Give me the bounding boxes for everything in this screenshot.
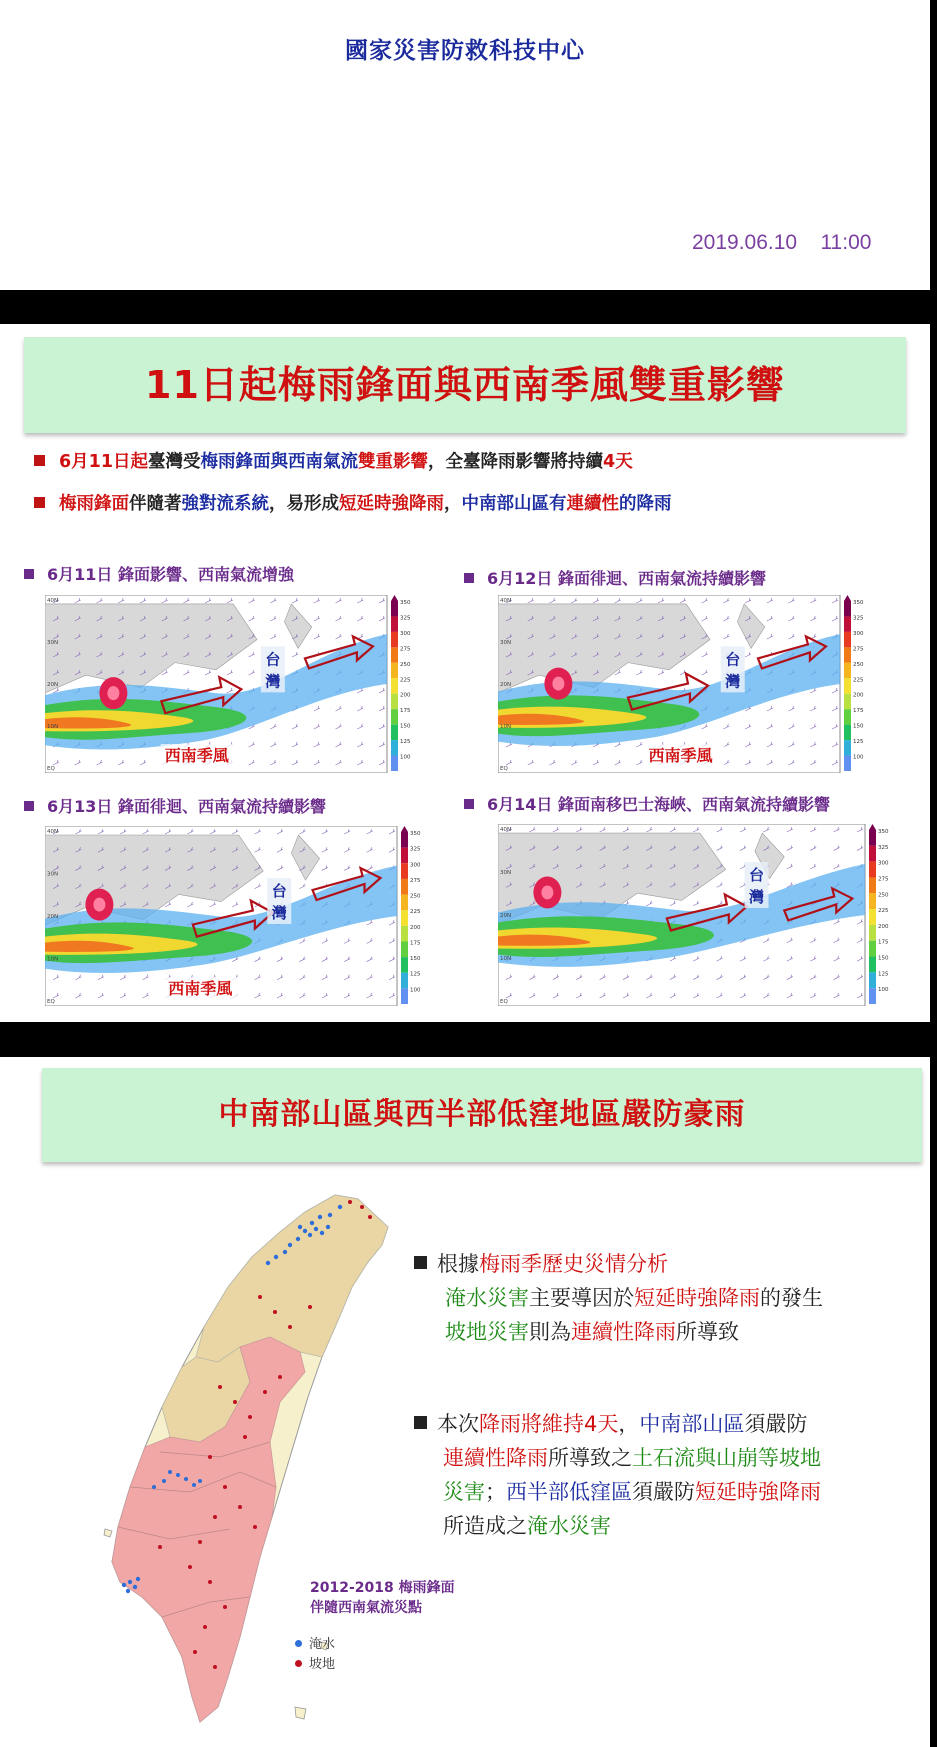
text-segment: ， [444, 494, 462, 514]
text-segment: 坡地災害 [445, 1320, 529, 1344]
text-segment: ，全臺降雨影響將持續 [428, 452, 604, 472]
colorbar-label: 275 [853, 646, 864, 653]
monsoon-label: 西南季風 [168, 979, 233, 998]
colorbar-label: 175 [410, 940, 421, 947]
text-segment: 根據 [437, 1252, 479, 1276]
bullet-square-icon [24, 569, 34, 579]
text-segment: 所導致 [676, 1320, 739, 1344]
latitude-label: 40N [500, 598, 512, 604]
taiwan-label: 台 [271, 882, 287, 900]
colorbar-label: 225 [878, 908, 889, 915]
title-slide [0, 0, 930, 290]
colorbar-label: 250 [400, 661, 411, 668]
colorbar-label: 250 [410, 893, 421, 900]
colorbar-label: 100 [853, 754, 864, 761]
bullet-square-icon [464, 799, 474, 809]
text-segment: 6月11日起 [59, 452, 149, 472]
legend-slope: 坡地 [295, 1653, 335, 1672]
warning-slide [0, 1057, 930, 1747]
latitude-label: 10N [500, 724, 512, 730]
colorbar-label: 325 [878, 844, 889, 851]
text-segment: ； [485, 1480, 506, 1504]
text-segment: 連續性 [566, 494, 619, 514]
colorbar-label: 125 [853, 739, 864, 746]
text-segment: 主要導因於 [529, 1286, 634, 1310]
latitude-label: EQ [500, 999, 508, 1005]
text-segment: 連續性降雨 [571, 1320, 676, 1344]
colorbar-label: 100 [410, 987, 421, 994]
monsoon-label: 西南季風 [648, 746, 713, 765]
text-segment: 降雨將維持4天 [479, 1412, 619, 1436]
taiwan-label: 台 [749, 866, 765, 885]
bullet-square-icon [414, 1256, 427, 1269]
latitude-label: EQ [500, 766, 508, 772]
colorbar-label: 350 [853, 600, 864, 606]
text-segment: 本次 [437, 1412, 479, 1436]
colorbar-label: 275 [400, 646, 411, 653]
latitude-label: 10N [47, 724, 59, 730]
colorbar-label: 100 [400, 754, 411, 761]
colorbar-label: 300 [410, 862, 421, 869]
colorbar-label: 200 [400, 692, 411, 699]
colorbar-label: 150 [878, 955, 889, 962]
colorbar-label: 300 [400, 630, 411, 637]
bullet-square-icon [414, 1416, 427, 1429]
colorbar-label: 225 [400, 677, 411, 684]
text-segment: 4天 [603, 452, 633, 472]
organization-title: 國家災害防救科技中心 [345, 38, 585, 64]
latitude-label: 20N [500, 913, 512, 919]
slope-dot-icon [295, 1660, 302, 1667]
weather-map-jun14 [498, 824, 893, 1006]
latitude-label: EQ [47, 999, 55, 1005]
text-segment: 的降雨 [619, 494, 672, 514]
colorbar-label: 350 [878, 829, 889, 835]
taiwan-disaster-map [100, 1187, 410, 1732]
latitude-label: 10N [47, 956, 59, 963]
text-segment: ，易形成 [269, 494, 339, 514]
text-segment: 雙重影響 [358, 452, 429, 472]
taiwan-label: 灣 [749, 888, 765, 907]
text-segment: 災害 [443, 1480, 485, 1504]
colorbar-label: 325 [853, 615, 864, 622]
forecast-slide [0, 324, 930, 1022]
text-segment: 中南部山區有 [461, 494, 567, 514]
text-segment: 臺灣受 [148, 452, 201, 472]
forecast-bullet-1 [34, 448, 633, 473]
colorbar-label: 275 [878, 876, 889, 883]
colorbar-label: 150 [853, 723, 864, 730]
bullet-square-icon [34, 497, 45, 508]
latitude-label: EQ [47, 766, 55, 772]
text-segment: 短延時強降雨 [695, 1480, 821, 1504]
report-datetime: 2019.06.10 11:00 [692, 231, 872, 254]
panel-caption-jun12: 6月12日 鋒面徘迴、西南氣流持續影響 [464, 566, 766, 589]
colorbar-label: 125 [410, 971, 421, 978]
text-segment: 所導致之 [548, 1446, 632, 1470]
taiwan-label: 台 [725, 650, 741, 669]
latitude-label: 30N [47, 871, 59, 878]
panel-caption-jun11: 6月11日 鋒面影響、西南氣流增強 [24, 562, 294, 585]
text-segment: 西半部低窪區 [506, 1480, 632, 1504]
weather-map-jun13 [45, 826, 425, 1006]
colorbar-label: 300 [878, 860, 889, 867]
colorbar-label: 350 [410, 831, 421, 837]
taiwan-label: 台 [265, 650, 281, 669]
bullet-square-icon [464, 573, 474, 583]
text-segment: 伴隨著 [129, 494, 182, 514]
colorbar-label: 325 [400, 615, 411, 622]
colorbar-label: 100 [878, 987, 889, 994]
latitude-label: 40N [47, 829, 59, 835]
text-segment: 短延時強降雨 [634, 1286, 760, 1310]
colorbar-label: 200 [878, 923, 889, 930]
map-legend-title: 2012-2018 梅雨鋒面 伴隨西南氣流災點 [310, 1580, 455, 1616]
colorbar-label: 250 [853, 661, 864, 668]
legend-flood: 淹水 [295, 1633, 335, 1652]
text-segment: 短延時強降雨 [339, 494, 444, 514]
history-analysis-text [414, 1247, 823, 1349]
text-segment: 連續性降雨 [443, 1446, 548, 1470]
flood-dot-icon [295, 1640, 302, 1647]
text-segment: 的發生 [760, 1286, 823, 1310]
forecast-bullet-2 [34, 490, 672, 515]
colorbar-label: 275 [410, 877, 421, 884]
colorbar-label: 125 [400, 739, 411, 746]
text-segment: 梅雨鋒面 [59, 494, 129, 514]
colorbar-label: 150 [400, 723, 411, 730]
colorbar-label: 175 [878, 939, 889, 946]
colorbar-label: 175 [853, 708, 864, 715]
monsoon-label: 西南季風 [164, 746, 229, 765]
weather-map-jun12 [498, 595, 868, 773]
colorbar-label: 225 [853, 677, 864, 684]
taiwan-label: 灣 [725, 672, 741, 691]
colorbar-label: 225 [410, 909, 421, 916]
colorbar-label: 150 [410, 956, 421, 963]
forecast-heading: 11日起梅雨鋒面與西南季風雙重影響 [24, 337, 906, 433]
text-segment: 梅雨鋒面與西南氣流 [200, 452, 359, 472]
bullet-square-icon [34, 455, 45, 466]
panel-caption-jun14: 6月14日 鋒面南移巴士海峽、西南氣流持續影響 [464, 792, 830, 815]
colorbar-label: 175 [400, 708, 411, 715]
text-segment: 淹水災害 [445, 1286, 529, 1310]
colorbar-label: 200 [853, 692, 864, 699]
bullet-square-icon [24, 801, 34, 811]
colorbar-label: 300 [853, 630, 864, 637]
latitude-label: 30N [500, 870, 512, 876]
warning-heading: 中南部山區與西半部低窪地區嚴防豪雨 [42, 1068, 922, 1162]
latitude-label: 40N [500, 827, 512, 833]
text-segment: 土石流與山崩等坡地 [632, 1446, 821, 1470]
text-segment: ， [618, 1412, 640, 1436]
text-segment: 中南部山區 [639, 1412, 745, 1436]
current-warning-text [414, 1407, 821, 1543]
text-segment: 則為 [529, 1320, 571, 1344]
text-segment: 須嚴防 [744, 1412, 808, 1436]
colorbar-label: 250 [878, 892, 889, 899]
text-segment: 須嚴防 [632, 1480, 695, 1504]
colorbar-label: 325 [410, 846, 421, 853]
text-segment: 強對流系統 [181, 494, 269, 514]
weather-map-jun11 [45, 595, 415, 773]
text-segment: 梅雨季歷史災情分析 [479, 1252, 668, 1276]
latitude-label: 20N [47, 914, 59, 920]
latitude-label: 30N [47, 640, 59, 646]
latitude-label: 10N [500, 956, 512, 962]
taiwan-label: 灣 [265, 672, 281, 691]
latitude-label: 30N [500, 640, 512, 646]
panel-caption-jun13: 6月13日 鋒面徘迴、西南氣流持續影響 [24, 794, 326, 817]
text-segment: 淹水災害 [527, 1514, 611, 1538]
latitude-label: 20N [47, 682, 59, 688]
latitude-label: 40N [47, 598, 59, 604]
colorbar-label: 125 [878, 971, 889, 978]
taiwan-label: 灣 [271, 904, 287, 922]
latitude-label: 20N [500, 682, 512, 688]
text-segment: 所造成之 [443, 1514, 527, 1538]
colorbar-label: 200 [410, 924, 421, 931]
colorbar-label: 350 [400, 600, 411, 606]
